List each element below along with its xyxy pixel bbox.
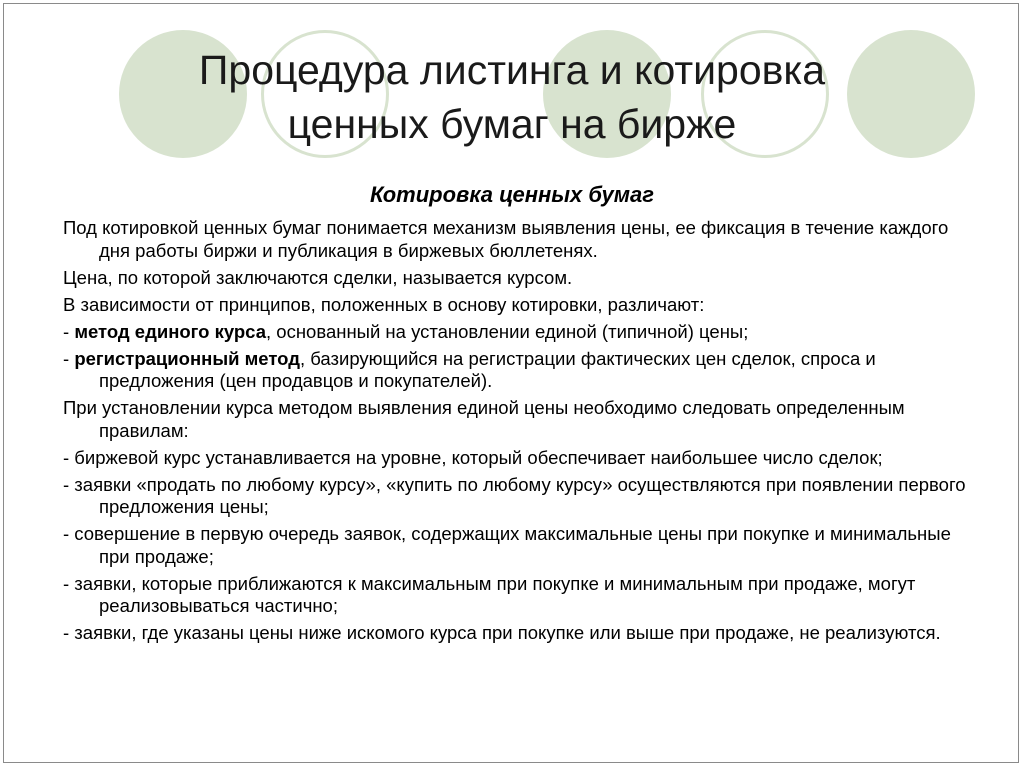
paragraph: Цена, по которой заключаются сделки, называется курсом. [63,266,573,288]
list-item-rule: - заявки, которые приближаются к максимальным при покупке и минимальным при продаже, могут реализовываться частично; [63,572,916,616]
method-name-bold: метод единого курса [74,320,266,342]
slide-title-line-1: Процедура листинга и котировка [198,47,826,93]
list-item-rule: - биржевой курс устанавливается на уровне, который обеспечивает наибольшее число сделок; [63,446,883,468]
list-item-prefix: - [63,320,75,342]
list-item-rule: - заявки «продать по любому курсу», «купить по любому курсу» осуществляются при появлении первого предложения цены; [63,473,966,517]
list-item-rule: - совершение в первую очередь заявок, содержащих максимальные цены при покупке и минимальные при продаже; [63,523,951,567]
method-name-bold: регистрационный метод [74,347,300,369]
method-description: , базирующийся на регистрации фактических цен сделок, спроса и предложения (цен продавцов и покупателей). [99,347,876,391]
list-item-prefix: - [63,347,75,369]
slide-body [63,217,973,649]
paragraph: Под котировкой ценных бумаг понимается механизм выявления цены, ее фиксация в течение каждого дня работы биржи и публикация в биржевых бюллетенях. [63,217,949,261]
list-item-rule: - заявки, где указаны цены ниже искомого курса при покупке или выше при продаже, не реализуются. [63,622,941,643]
paragraph: При установлении курса методом выявления единой цены необходимо следовать определенным правилам: [63,397,905,441]
method-description: , основанный на установлении единой (типичной) цены; [266,320,749,342]
slide-subtitle: Котировка ценных бумаг [370,182,654,207]
list-item-method [63,348,973,393]
paragraph: В зависимости от принципов, положенных в основу котировки, различают: [63,293,705,315]
list-item-method [63,321,973,344]
slide-title [60,43,964,151]
slide-title-line-2: ценных бумаг на бирже [287,101,737,147]
